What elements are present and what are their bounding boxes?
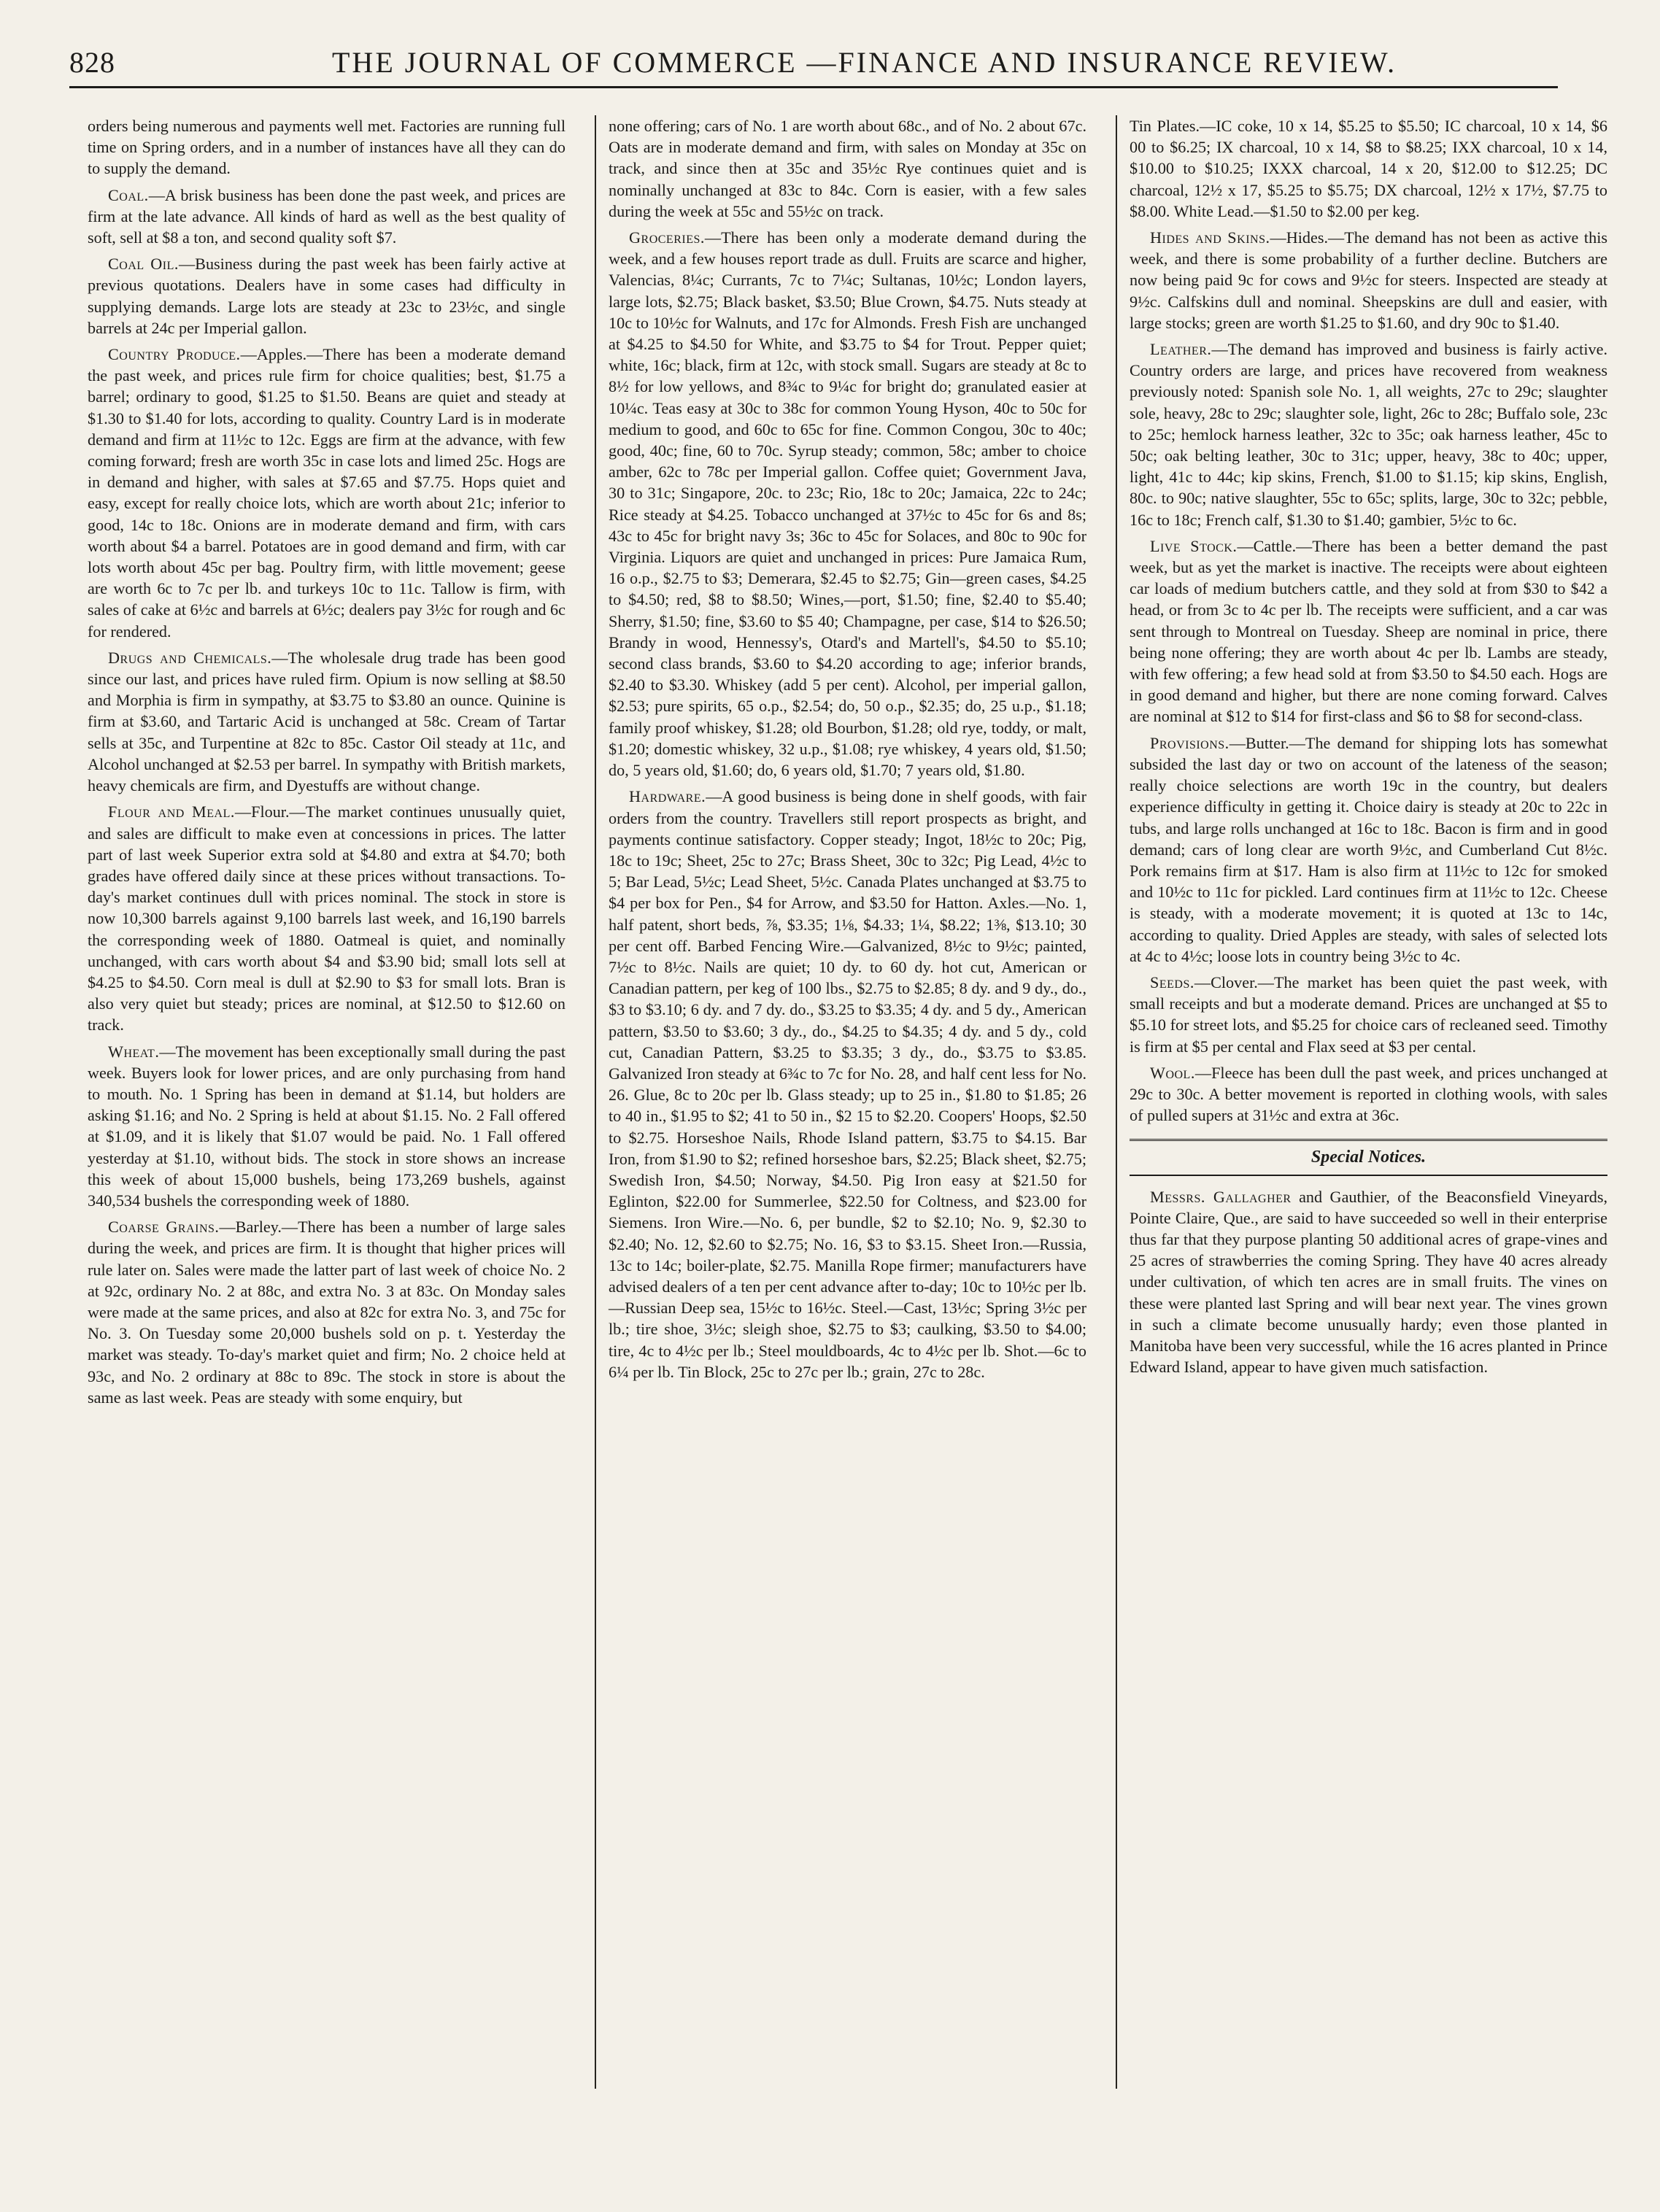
article-body: and Gauthier, of the Beaconsfield Vineyards, Pointe Claire, Que., are said to have succeeded so well in their enterprise thus far that they purpose planting 50 additional acres of grape-vines and 25 acres of strawberries the coming Spring. They have 40 acres already under cultivation, of which ten acres are in small fruits. The vines on these were planted last Spring and will bear next year. The vines grown in such a climate become unusually hardy; even those planted in Manitoba have been very successful, while the 16 acres planted in Prince Edward Island, appear to have given much satisfaction. [1130, 1187, 1608, 1377]
article-coarse-grains [88, 1216, 565, 1408]
section-heading: Provisions. [1150, 733, 1229, 752]
article-wheat [88, 1041, 565, 1212]
column-3 [1130, 115, 1607, 1382]
article-body: —Butter.—The demand for shipping lots has somewhat subsided the last day or two on account of the lateness of the season; really choice selections are worth 19c in the country, but dealers experience difficulty in getting it. Choice dairy is steady at 20c to 22c in tubs, and large rolls unchanged at 16c to 18c. Bacon is firm and in good demand; cars of long clear are worth 9½c, and Cumberland Cut 8½c. Pork remains firm at $17. Ham is also firm at 11½c to 12c for smoked and 10½c to 11c for pickled. Lard continues firm at 11½c to 12c. Cheese is steady, with a moderate movement; it is quoted at 13c to 14c, according to quality. Dried Apples are steady, with sales of selected lots at 4c to 4½c; loose lots in country being 3½c to 4c. [1130, 733, 1607, 965]
column-1 [88, 115, 565, 1413]
section-heading: Country Produce. [108, 345, 241, 364]
article-body: —Flour.—The market continues unusually quiet, and sales are difficult to make even at concessions in prices. The latter part of last week Superior extra sold at $4.80 and extra at $4.70; both grades have offered daily since at these prices without transactions. To-day's market continues dull with prices nominal. The stock in store is now 10,300 barrels against 9,100 barrels last week, and 16,190 barrels the corresponding week of 1880. Oatmeal is quiet, and nominally unchanged, with cars worth about $4 and $3.90 bid; small lots sell at $4.25 to $4.50. Corn meal is dull at $2.90 to $3 for small lots. Bran is also very quiet but steady; prices are nominal, at $12.50 to $12.60 on track. [88, 803, 565, 1035]
section-heading: Hides and Skins. [1150, 228, 1270, 247]
article-coal [88, 185, 565, 249]
section-heading: Wool. [1150, 1063, 1195, 1082]
article-leather [1130, 339, 1607, 530]
article-body: —Apples.—There has been a moderate demand the past week, and prices rule firm for choice qualities; best, $1.75 a barrel; ordinary to good, $1.25 to $1.50. Beans are quiet and steady at $1.30 to $1.40 for lots, according to quality. Country Lard is in moderate demand and firm at 11½c to 12c. Eggs are firm at the advance, with few coming forward; fresh are worth 35c in case lots and limed 25c. Hogs are in demand and higher, with sales at $7.65 and $7.75. Hops quiet and easy, except for really choice lots, which are worth about 21c; inferior to good, 14c to 18c. Onions are in moderate demand and firm, with cars worth about $4 a barrel. Potatoes are in good demand and firm, with car lots worth about 45c per bag. Poultry firm, with little movement; geese are worth 6c to 7c per lb. and turkeys 10c to 11c. Tallow is firm, with sales of cake at 6½c and barrels at 6½c; dealers pay 3½c for rough and 6c for rendered. [88, 345, 565, 641]
article-seeds [1130, 972, 1607, 1057]
article-body: —Fleece has been dull the past week, and prices unchanged at 29c to 30c. A better movement is reported in clothing wools, with sales of pulled supers at 31½c and extra at 36c. [1130, 1063, 1607, 1125]
journal-title: THE JOURNAL OF COMMERCE —FINANCE AND INSURANCE REVIEW. [332, 46, 1397, 79]
section-heading: Coal. [108, 185, 149, 204]
section-heading: Coarse Grains. [108, 1218, 220, 1237]
article-body: —Cattle.—There has been a better demand the past week, but as yet the market is inactive. The receipts were about eighteen car loads of medium butchers cattle, and they sold at from $30 to $42 a head, or from 3c to 4c per lb. The receipts were sufficient, and a car was sent through to Montreal on Tuesday. Sheep are nominal in price, there being none offering; they are worth about 4c per lb. Lambs are steady, with few offering; a few head sold at from $3.50 to $4.50 each. Hogs are in good demand and higher, but there are none coming forward. Calves are nominal at $12 to $14 for first-class and $6 to $8 for second-class. [1130, 536, 1607, 726]
section-heading: Drugs and Chemicals. [108, 648, 272, 667]
article-live-stock [1130, 535, 1607, 727]
article-body: —Clover.—The market has been quiet the past week, with small receipts and but a moderate demand. Prices are unchanged at $5 to $5.10 for street lots, and $5.25 for choice cars of recleaned seed. Timothy is firm at $5 per cental and Flax seed at $3 per cental. [1130, 972, 1607, 1056]
page-header [69, 42, 1558, 88]
article-provisions [1130, 732, 1607, 967]
column-divider [595, 115, 596, 2089]
article-body: —There has been only a moderate demand during the week, and a few houses report trade as dull. Fruits are scarce and higher, Valencias, 8¼c; Currants, 7c to 7¼c; Sultanas, 10½c; London layers, large lots, $2.75; Black basket, $3.50; Blue Crown, $4.75. Nuts steady at 10c to 10½c for Walnuts, and 17c for Almonds. Fresh Fish are unchanged at $4.25 to $4.50 for White, and $3.75 to $4 for Trout. Pepper quiet; white, 16c; black, firm at 12c, with stock small. Sugars are steady at 8c to 8½ for low yellows, and 8¾c to 9¼c for bright do; granulated easier at 10¼c. Teas easy at 30c to 38c for common Young Hyson, 40c to 50c for medium to good, and 60c to 65c for fine. Common Congou, 30c to 40c; good, 40c; fine, 60 to 70c. Syrup steady; common, 58c; amber to choice amber, 62c to 78c per Imperial gallon. Coffee quiet; Government Java, 30 to 31c; Singapore, 20c. to 23c; Rio, 18c to 20c; Jamaica, 22c to 24c; Rice steady at $4.25. Tobacco unchanged at 37½c to 45c for 6s and 8s; 43c to 45c for bright navy 3s; 36c to 45c for Solaces, and 80c to 90c for Virginia. Liquors are quiet and unchanged in prices: Pure Jamaica Rum, 16 o.p., $2.75 to $3; Demerara, $2.45 to $2.75; Gin—green cases, $4.25 to $4.50; red, $8 to $8.50; Wines,—port, $1.50; fine, $2.40 to $5.40; Sherry, $1.50; fine, $3.60 to $5 40; Champagne, per case, $14 to $26.50; Brandy in wood, Hennessy's, Otard's and Martell's, $4.50 to $5.10; second class brands, $3.60 to $4.20 according to age; inferior brands, $2.40 to $3.30. Whiskey (add 5 per cent). Alcohol, per imperial gallon, $2.53; pure spirits, 65 o.p., $2.54; do, 50 o.p., $2.35; do, 25 u.p., $1.18; family proof whiskey, $1.28; old Bourbon, $1.28; old rye, toddy, or malt, $1.20; domestic whiskey, 32 u.p., $1.08; rye whiskey, 4 years old, $1.50; do, 5 years old, $1.60; do, 6 years old, $1.70; 7 years old, $1.80. [609, 228, 1086, 780]
article-paragraph: orders being numerous and payments well met. Factories are running full time on Spring orders, and in a number of instances have all they can do to supply the demand. [88, 117, 565, 178]
column-2 [609, 115, 1086, 1388]
article-wool [1130, 1062, 1607, 1126]
section-heading: Wheat. [108, 1042, 160, 1061]
article-body: —The movement has been exceptionally small during the past week. Buyers look for lower prices, and are only purchasing from hand to mouth. No. 1 Spring has been in demand at $1.14, but holders are asking $1.16; and No. 2 Spring is held at about $1.15. No. 2 Fall offered at $1.09, and it is likely that $1.07 would be paid. No. 1 Fall offered yesterday at $1.10, without bids. The stock in store shows an increase this week of about 15,000 bushels, being 173,269 bushels, against 340,534 bushels the corresponding week of 1880. [88, 1042, 565, 1210]
article-paragraph: Tin Plates.—IC coke, 10 x 14, $5.25 to $5.50; IC charcoal, 10 x 14, $6 00 to $6.25; IX charcoal, 10 x 14, $8 to $8.25; IXX charcoal, 10 x 14, $10.00 to $10.25; IXXX charcoal, 14 x 20, $12.00 to $12.25; DC charcoal, 12½ x 17, $5.25 to $5.75; DX charcoal, 12½ x 17½, $7.75 to $8.00. White Lead.—$1.50 to $2.00 per keg. [1130, 117, 1607, 220]
section-heading: Hardware. [629, 787, 706, 806]
section-heading: Leather. [1150, 340, 1212, 359]
page-number: 828 [69, 46, 115, 79]
article-country-produce [88, 344, 565, 642]
article-hides [1130, 227, 1607, 333]
article-body: —A good business is being done in shelf goods, with fair orders from the country. Travellers still report prospects as bright, and payments continue satisfactory. Copper steady; Ingot, 18½c to 20c; Pig, 18c to 19c; Sheet, 25c to 27c; Brass Sheet, 30c to 32c; Pig Lead, 4½c to 5; Bar Lead, 5½c; Lead Sheet, 5½c. Canada Plates unchanged at $3.75 to $4 per box for Pen., $4 for Arrow, and $3.50 for Hatton. Axles.—No. 1, half patent, short beds, ⅞, $3.35; 1⅛, $4.33; 1¼, $8.22; 1⅜, $13.10; 30 per cent off. Barbed Fencing Wire.—Galvanized, 8½c to 9½c; painted, 7½c to 8½c. Nails are quiet; 10 dy. to 60 dy. hot cut, American or Canadian pattern, per keg of 100 lbs., $2.75 to $2.85; 8 dy. and 9 dy., do., $3 to $3.10; 6 dy. and 7 dy. do., $3.25 to $3.35; 4 dy. and 5 dy., American pattern, $3.50 to $3.60; 3 dy., do., $4.25 to $4.35; 4 dy. and 5 dy., cold cut, Canadian Pattern, $3.25 to $3.35; 3 dy., do., $3.75 to $3.85. Galvanized Iron steady at 6¾c to 7c for No. 28, and half cent less for No. 26. Glue, 8c to 20c per lb. Glass steady; up to 25 in., $1.80 to $1.85; 26 to 40 in., $1.95 to $2; 41 to 50 in., $2 15 to $2.20. Coopers' Hoops, $2.50 to $2.75. Horseshoe Nails, Rhode Island pattern, $3.75 to $4.15. Bar Iron, from $1.90 to $2; refined horseshoe bars, $2.25; Black sheet, $2.75; Swedish Iron, $4.50; Norway, $4.50. Pig Iron easy at $21.50 for Eglinton, $22.00 for Summerlee, $22.50 for Coltness, and $23.00 for Siemens. Iron Wire.—No. 6, per bundle, $2 to $2.10; No. 9, $2.30 to $2.40; No. 12, $2.60 to $2.75; No. 16, $3 to $3.15. Sheet Iron.—Russia, 13c to 14c; boiler-plate, $2.75. Manilla Rope firmer; manufacturers have advised dealers of a ten per cent advance after to-day; 10c to 10½c per lb.—Russian Deep sea, 15½c to 16½c. Steel.—Cast, 13½c; Spring 3½c per lb.; tire shoe, 3½c; sleigh shoe, $2.75 to $3; caulking, $3.50 to $4.00; tire, 4c to 4½c per lb.; Steel mouldboards, 4c to 4½c per lb. Shot.—6c to 6¼ per lb. Tin Block, 25c to 27c per lb.; grain, 27c to 28c. [609, 787, 1086, 1381]
article-coal-oil [88, 253, 565, 339]
section-heading: Coal Oil. [108, 255, 179, 274]
section-heading: Flour and Meal. [108, 803, 235, 821]
article-body: —Hides.—The demand has not been as active this week, and there is some probability of a further decline. Butchers are now being paid 9c for cows and 9½c for steers. Inspected are steady at 9½c. Calfskins dull and nominal. Sheepskins are dull and easier, with large stocks; green are worth $1.25 to $1.60, and dry 90c to $1.40. [1130, 228, 1607, 332]
section-heading: Seeds. [1150, 972, 1194, 991]
article-body: —A brisk business has been done the past week, and prices are firm at the late advance. All kinds of hard as well as the best quality of soft, sell at $8 a ton, and second quality soft $7. [88, 185, 565, 247]
article-groceries [609, 227, 1086, 781]
article-drugs [88, 647, 565, 796]
special-notices-heading: Special Notices. [1130, 1139, 1607, 1175]
article-body: —The wholesale drug trade has been good since our last, and prices have ruled firm. Opium is now selling at $8.50 and Morphia is firm in sympathy, at $3.75 to $3.80 an ounce. Quinine is firm at $3.60, and Tartaric Acid is unchanged at 58c. Cream of Tartar sells at 35c, and Turpentine at 82c to 85c. Castor Oil steady at 11c, and Alcohol unchanged at $2.53 per barrel. In sympathy with British markets, heavy chemicals are firm, and Dyestuffs are without change. [88, 648, 565, 795]
article-paragraph: none offering; cars of No. 1 are worth about 68c., and of No. 2 about 67c. Oats are in moderate demand and firm, with sales on Monday at 35c on track, and since then at 35c and 35½c Rye continues quiet and is nominally unchanged at 83c to 84c. Corn is easier, with a few sales during the week at 55c and 55½c on track. [609, 117, 1086, 220]
section-heading: Groceries. [629, 228, 705, 247]
article-body: —The demand has improved and business is fairly active. Country orders are large, and prices have recovered from weakness previously noted: Spanish sole No. 1, all weights, 27c to 29c; slaughter sole, heavy, 28c to 29c; slaughter sole, light, 26c to 28c; Buffalo sole, 23c to 25c; hemlock harness leather, 32c to 35c; oak harness leather, 45c to 50c; oak belting leather, 30c to 31c; upper, heavy, 38c to 40c; upper, light, 41c to 44c; kip skins, French, $1.00 to $1.15; kip skins, English, 80c. to 90c; native slaughter, 55c to 65c; splits, large, 30c to 32c; pebble, 16c to 18c; French calf, $1.30 to $1.40; gambier, 5½c to 6c. [1130, 340, 1608, 529]
article-hardware [609, 786, 1086, 1382]
article-notice [1130, 1186, 1607, 1378]
article-body: —Business during the past week has been fairly active at previous quotations. Dealers have in some cases had difficulty in supplying demands. Large lots are steady at 23c to 23½c, and single barrels at 24c per Imperial gallon. [88, 255, 565, 337]
article-flour [88, 801, 565, 1035]
article-body: —Barley.—There has been a number of large sales during the week, and prices are firm. It is thought that higher prices will rule later on. Sales were made the latter part of last week of choice No. 2 at 92c, ordinary No. 2 at 88c, and extra No. 3 at 83c. On Monday sales were made at the same prices, and also at 82c for extra No. 3, and 75c for No. 3. On Tuesday some 20,000 bushels sold on p. t. Yesterday the market was steady. To-day's market quiet and firm; No. 2 choice held at 93c, and No. 2 ordinary at 88c to 89c. The stock in store is about the same as last week. Peas are steady with some enquiry, but [88, 1218, 565, 1407]
section-heading: Live Stock. [1150, 536, 1238, 555]
column-divider [1116, 115, 1117, 2089]
section-heading: Messrs. Gallagher [1150, 1187, 1292, 1206]
